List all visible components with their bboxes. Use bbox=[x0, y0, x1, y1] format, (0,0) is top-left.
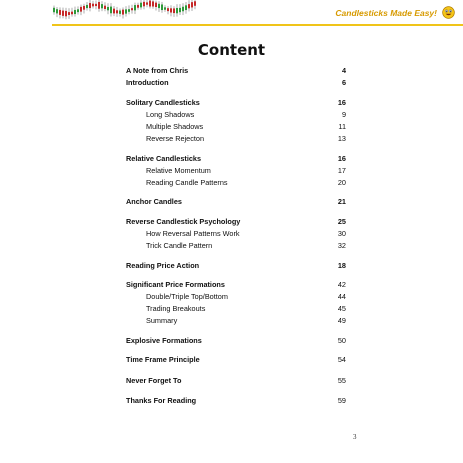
toc-entry-page: 49 bbox=[337, 316, 346, 325]
toc-entry-page: 45 bbox=[337, 304, 346, 313]
toc-entry-label: Reading Candle Patterns bbox=[146, 178, 228, 187]
page-number: 3 bbox=[353, 433, 357, 441]
toc-entry-page: 9 bbox=[341, 110, 346, 119]
toc-subentry bbox=[146, 315, 346, 327]
toc-entry-label: Trading Breakouts bbox=[146, 304, 206, 313]
page-title: Content bbox=[197, 41, 266, 59]
toc-entry-page: 54 bbox=[337, 355, 346, 364]
toc-entry-label: Time Frame Principle bbox=[126, 355, 200, 364]
toc-entry-label: Summary bbox=[146, 316, 178, 325]
toc-subentry bbox=[146, 109, 346, 121]
toc-entry-label: A Note from Chris bbox=[126, 66, 189, 75]
toc-entry bbox=[126, 216, 346, 228]
toc-subentry bbox=[146, 165, 346, 177]
toc-entry bbox=[126, 279, 346, 291]
toc-entry-page: 4 bbox=[341, 66, 346, 75]
toc-entry bbox=[126, 196, 346, 208]
toc-entry bbox=[126, 395, 346, 407]
toc-entry-page: 32 bbox=[337, 241, 346, 250]
toc-subentry bbox=[146, 291, 346, 303]
toc-entry bbox=[126, 375, 346, 387]
toc-entry-page: 18 bbox=[337, 261, 346, 270]
toc-entry-label: Explosive Formations bbox=[126, 336, 202, 345]
toc-subentry bbox=[146, 177, 346, 189]
toc-entry-page: 20 bbox=[337, 178, 346, 187]
toc-entry-page: 11 bbox=[338, 122, 346, 131]
toc-subentry bbox=[146, 121, 346, 133]
toc-subentry bbox=[146, 228, 346, 240]
toc-entry-label: Reading Price Action bbox=[126, 261, 200, 270]
toc-entry-page: 25 bbox=[337, 217, 346, 226]
toc-subentry bbox=[146, 303, 346, 315]
toc-entry-page: 16 bbox=[337, 98, 346, 107]
toc-subentry bbox=[146, 133, 346, 145]
toc-entry-label: Trick Candle Pattern bbox=[146, 241, 213, 250]
toc-entry-label: Reverse Candlestick Psychology bbox=[126, 217, 241, 226]
toc-entry bbox=[126, 65, 346, 77]
toc-entry bbox=[126, 97, 346, 109]
toc-entry-label: Never Forget To bbox=[126, 376, 182, 385]
toc-entry-label: Anchor Candles bbox=[126, 197, 182, 206]
toc-entry-label: How Reversal Patterns Work bbox=[146, 229, 240, 238]
toc-entry-page: 13 bbox=[337, 134, 346, 143]
toc-entry-label: Double/Triple Top/Bottom bbox=[146, 292, 228, 301]
toc-entry-page: 59 bbox=[337, 396, 346, 405]
toc-entry-page: 6 bbox=[341, 78, 346, 87]
toc-entry-page: 55 bbox=[337, 376, 346, 385]
toc-entry bbox=[126, 153, 346, 165]
toc-subentry bbox=[146, 240, 346, 252]
toc-entry-label: Multiple Shadows bbox=[146, 122, 204, 131]
toc-entry-page: 30 bbox=[337, 229, 346, 238]
toc-entry-page: 44 bbox=[337, 292, 346, 301]
toc-entry-label: Significant Price Formations bbox=[126, 280, 225, 289]
toc-entry-label: Introduction bbox=[126, 78, 169, 87]
toc-entry-page: 16 bbox=[337, 154, 346, 163]
toc-entry-label: Reverse Rejecton bbox=[146, 134, 204, 143]
toc-entry-page: 21 bbox=[337, 197, 346, 206]
toc-entry-label: Thanks For Reading bbox=[126, 396, 197, 405]
toc-entry bbox=[126, 335, 346, 347]
toc-entry-label: Long Shadows bbox=[146, 110, 195, 119]
toc-entry bbox=[126, 354, 346, 366]
toc-entry-page: 17 bbox=[337, 166, 346, 175]
toc-entry-label: Solitary Candlesticks bbox=[126, 98, 200, 107]
toc-entry bbox=[126, 77, 346, 89]
toc-entry-label: Relative Momentum bbox=[146, 166, 211, 175]
toc-entry bbox=[126, 260, 346, 272]
header-title: Candlesticks Made Easy! bbox=[335, 8, 437, 18]
toc-entry-page: 42 bbox=[337, 280, 346, 289]
toc-entry-label: Relative Candlesticks bbox=[126, 154, 202, 163]
toc-entry-page: 50 bbox=[337, 336, 346, 345]
